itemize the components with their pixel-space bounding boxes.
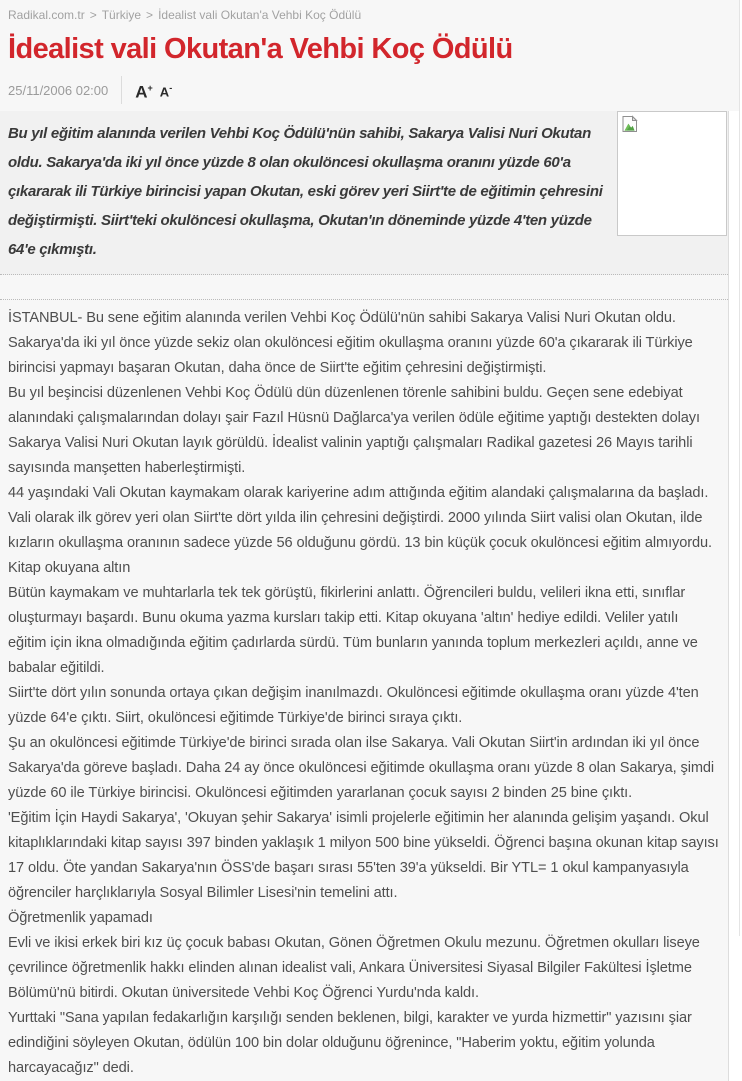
- meta-divider: [121, 76, 122, 104]
- article-header: [0, 0, 739, 111]
- body-subhead: Öğretmenlik yapamadı: [8, 910, 153, 926]
- body-subhead: Kitap okuyana altın: [8, 560, 131, 576]
- breadcrumb-section-link[interactable]: Türkiye: [101, 8, 142, 22]
- plus-sign: +: [147, 82, 153, 93]
- font-size-decrease-button[interactable]: A-: [159, 82, 173, 99]
- breadcrumb-home-link[interactable]: Radikal.com.tr: [8, 8, 85, 22]
- breadcrumb: [8, 8, 731, 22]
- body-paragraph: Yurttaki "Sana yapılan fedakarlığın karşılığı senden beklenen, bilgi, karakter ve yurda hizmettir" yazısını şiar edindiğini söyleyen Okutan, ödülün 100 bin dolar olduğunu öğrenince, "Haberim yoktu, eğitim yolunda harcayacağız" dedi.: [8, 1010, 692, 1076]
- summary-text: Bu yıl eğitim alanında verilen Vehbi Koç Ödülü'nün sahibi, Sakarya Valisi Nuri Okutan oldu. Sakarya'da iki yıl önce yüzde 8 olan okulöncesi okullaşma oranını yüzde 60'a çıkararak ili Türkiye birincisi yapan Okutan, eski görev yeri Siirt'te de eğitimin çehresini değiştirmişti. Siirt'teki okulöncesi okullaşma, Okutan'ın döneminde yüzde 4'ten yüzde 64'e çıkmıştı.: [8, 125, 603, 258]
- article-summary: [0, 111, 728, 275]
- body-paragraph: Siirt'te dört yılın sonunda ortaya çıkan değişim inanılmazdı. Okulöncesi eğitimde okullaşma oranı yüzde 4'ten yüzde 64'e çıktı. Siirt, okulöncesi eğitimde Türkiye'de birinci sıraya çıktı.: [8, 685, 699, 726]
- page-title: İdealist vali Okutan'a Vehbi Koç Ödülü: [8, 33, 513, 65]
- minus-sign: -: [169, 82, 173, 93]
- breadcrumb-separator: >: [146, 8, 154, 22]
- font-size-controls: [135, 78, 172, 103]
- breadcrumb-separator: >: [89, 8, 97, 22]
- body-paragraph: İSTANBUL- Bu sene eğitim alanında verilen Vehbi Koç Ödülü'nün sahibi Sakarya Valisi Nuri Okutan oldu. Sakarya'da iki yıl önce yüzde sekiz olan okulöncesi eğitim okullaşma oranını yüzde 60'a çıkararak ili Türkiye birincisi yapmayı başaran Okutan, daha önce de Siirt'te eğitim çehresini değiştirmişti.: [8, 310, 693, 376]
- article-body: [0, 299, 728, 1081]
- body-paragraph: 'Eğitim İçin Haydi Sakarya', 'Okuyan şehir Sakarya' isimli projelerle eğitimin her alanında gelişim yaşandı. Okul kitaplıklarındaki kitap sayısı 397 binden yaklaşık 1 milyon 500 bine yükseldi. Öğrenci başına okunan kitap sayısı 17 oldu. Öte yandan Sakarya'nın ÖSS'de başarı sırası 55'ten 39'a yükseldi. Bir YTL= 1 okul kampanyasıyla öğrenciler harçlıklarıyla Sosyal Bilimler Lisesi'nin temelini attı.: [8, 810, 719, 901]
- article-image-placeholder: [617, 111, 727, 236]
- publish-date: 25/11/2006 02:00: [8, 82, 109, 98]
- article-content-column: [0, 111, 729, 1081]
- body-paragraph: Evli ve ikisi erkek biri kız üç çocuk babası Okutan, Gönen Öğretmen Okulu mezunu. Öğretmen okulları liseye çevrilince öğretmenlik hakkı elinden alınan idealist vali, Ankara Üniversitesi Siyasal Bilgiler Fakültesi İşletme Bölümü'nü bitirdi. Okutan üniversitede Vehbi Koç Öğrenci Yurdu'nda kaldı.: [8, 935, 700, 1001]
- page-right-edge-divider: [739, 0, 740, 936]
- body-paragraph: 44 yaşındaki Vali Okutan kaymakam olarak kariyerine adım attığında eğitim alandaki çalışmalarına da başladı. Vali olarak ilk görev yeri olan Siirt'te dört yılda ilin çehresini değiştirdi. 2000 yılında Siirt valisi olan Okutan, ilde kızların okullaşma oranının sadece yüzde 56 olduğunu gördü. 13 bin küçük çocuk okulöncesi eğitim almıyordu.: [8, 485, 712, 551]
- body-paragraph: Şu an okulöncesi eğitimde Türkiye'de birinci sırada olan ilse Sakarya. Vali Okutan Siirt'in ardından iki yıl önce Sakarya'da göreve başladı. Daha 24 ay önce okulöncesi eğitimde okullaşma oranı yüzde 8 olan Sakarya, şimdi yüzde 60 ile Türkiye birincisi. Okulöncesi eğitimden yararlanan çocuk sayısı 2 binden 25 bine çıktı.: [8, 735, 715, 801]
- body-paragraph: Bu yıl beşincisi düzenlenen Vehbi Koç Ödülü dün düzenlenen törenle sahibini buldu. Geçen sene edebiyat alanındaki çalışmalarından dolayı şair Fazıl Hüsnü Dağlarca'ya verilen ödüle eğitime yaptığı destekten dolayı Sakarya Valisi Nuri Okutan layık görüldü. İdealist valinin yaptığı çalışmaları Radikal gazetesi 26 Mayıs tarihli sayısında manşetten haberleştirmişti.: [8, 385, 700, 476]
- article-meta-row: [8, 75, 731, 105]
- broken-image-icon: [621, 115, 639, 133]
- breadcrumb-current-page: İdealist vali Okutan'a Vehbi Koç Ödülü: [158, 8, 362, 22]
- font-size-increase-button[interactable]: A+: [135, 82, 153, 102]
- body-paragraph: Bütün kaymakam ve muhtarlarla tek tek görüştü, fikirlerini anlattı. Öğrencileri buldu, velileri ikna etti, sınıflar oluşturmayı başardı. Bunu okuma yazma kursları takip etti. Kitap okuyana 'altın' hediye edildi. Veliler yatılı eğitim için ikna olmadığında eğitim çadırlarda sürdü. Tüm bunların yanında toplum merkezleri açıldı, anne ve babalar eğitildi.: [8, 585, 698, 676]
